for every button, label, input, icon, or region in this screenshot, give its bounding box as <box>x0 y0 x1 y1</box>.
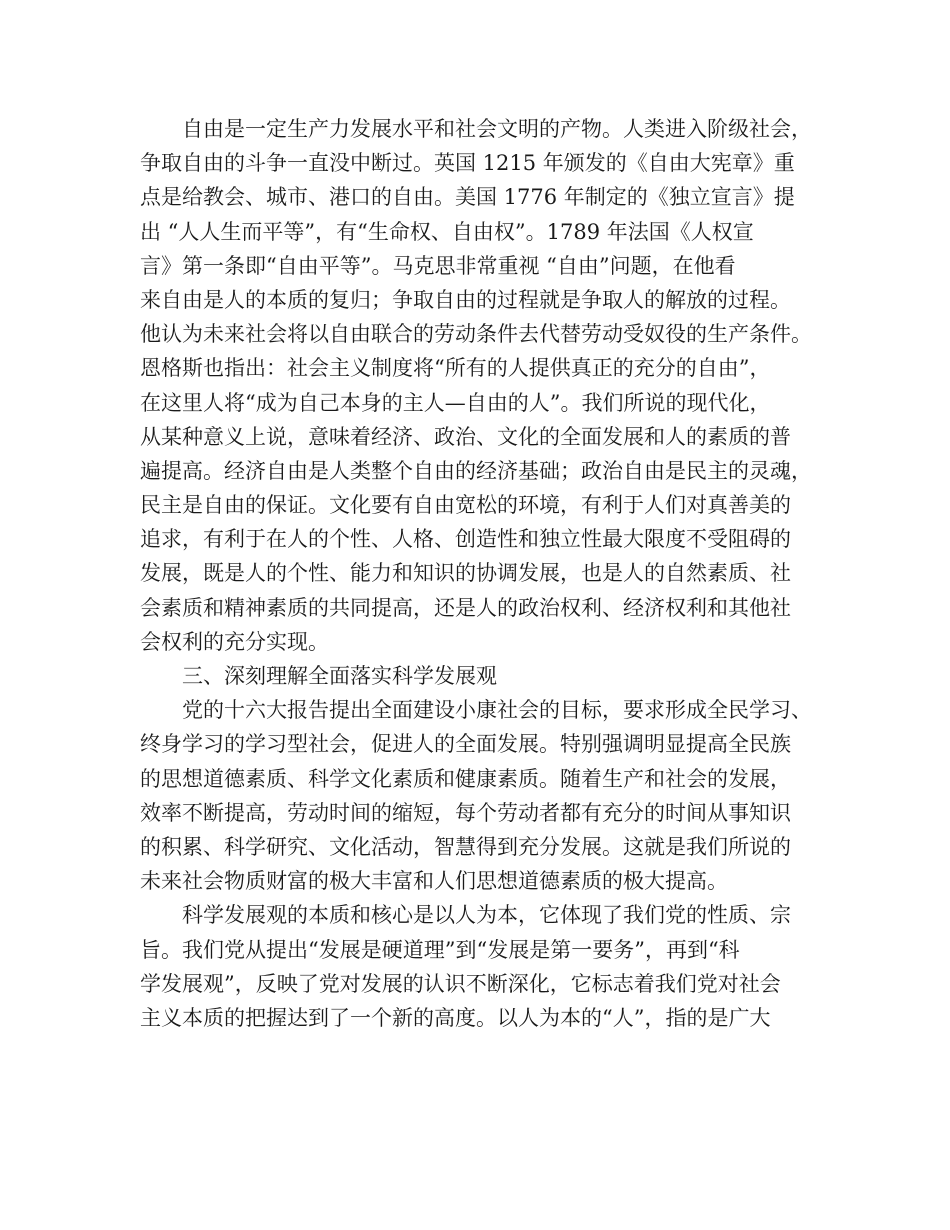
text-line: 争取自由的斗争一直没中断过。英国 1215 年颁发的《自由大宪章》重 <box>140 151 795 176</box>
text-line: 学发展观”，反映了党对发展的认识不断深化，它标志着我们党对社会 <box>140 971 781 996</box>
text-line: 的积累、科学研究、文化活动，智慧得到充分发展。这就是我们所说的 <box>140 834 791 859</box>
text-line: 追求，有利于在人的个性、人格、创造性和独立性最大限度不受阻碍的 <box>140 527 791 552</box>
text-line: 主义本质的把握达到了一个新的高度。以人为本的“人”，指的是广大 <box>140 1005 771 1030</box>
text-line: 在这里人将“成为自己本身的主人—自由的人”。我们所说的现代化， <box>140 390 771 415</box>
text-line: 点是给教会、城市、港口的自由。美国 1776 年制定的《独立宣言》提 <box>140 185 795 210</box>
text-line: 发展，既是人的个性、能力和知识的协调发展，也是人的自然素质、社 <box>140 561 791 586</box>
text-line: 会权利的充分实现。 <box>140 629 329 654</box>
document-text-body <box>140 112 830 1035</box>
text-line: 的思想道德素质、科学文化素质和健康素质。随着生产和社会的发展， <box>140 766 791 791</box>
text-line: 遍提高。经济自由是人类整个自由的经济基础；政治自由是民主的灵魂， <box>140 458 812 483</box>
text-line: 效率不断提高，劳动时间的缩短，每个劳动者都有充分的时间从事知识 <box>140 800 791 825</box>
paragraph-start-line: 科学发展观的本质和核心是以人为本，它体现了我们党的性质、宗 <box>182 903 791 928</box>
text-line: 民主是自由的保证。文化要有自由宽松的环境，有利于人们对真善美的 <box>140 493 791 518</box>
paragraph-start-line: 自由是一定生产力发展水平和社会文明的产物。人类进入阶级社会， <box>182 117 812 141</box>
text-line: 终身学习的学习型社会，促进人的全面发展。特别强调明显提高全民族 <box>140 732 791 757</box>
text-line: 从某种意义上说，意味着经济、政治、文化的全面发展和人的素质的普 <box>140 424 791 449</box>
paragraph-start-line: 三、深刻理解全面落实科学发展观 <box>182 664 497 688</box>
text-line: 恩格斯也指出：社会主义制度将“所有的人提供真正的充分的自由”， <box>140 356 771 381</box>
text-line: 言》第一条即“自由平等”。马克思非常重视 “自由”问题，在他看 <box>140 253 736 278</box>
text-line: 出 “人人生而平等”，有“生命权、自由权”。1789 年法国《人权宣 <box>140 219 754 244</box>
text-line: 来自由是人的本质的复归；争取自由的过程就是争取人的解放的过程。 <box>140 287 791 312</box>
text-line: 他认为未来社会将以自由联合的劳动条件去代替劳动受奴役的生产条件。 <box>140 322 812 347</box>
paragraph-start-line: 党的十六大报告提出全面建设小康社会的目标，要求形成全民学习、 <box>182 698 812 723</box>
text-line: 未来社会物质财富的极大丰富和人们思想道德素质的极大提高。 <box>140 869 728 894</box>
text-line: 会素质和精神素质的共同提高，还是人的政治权利、经济权利和其他社 <box>140 595 791 620</box>
text-line: 旨。我们党从提出“发展是硬道理”到“发展是第一要务”，再到“科 <box>140 937 740 962</box>
